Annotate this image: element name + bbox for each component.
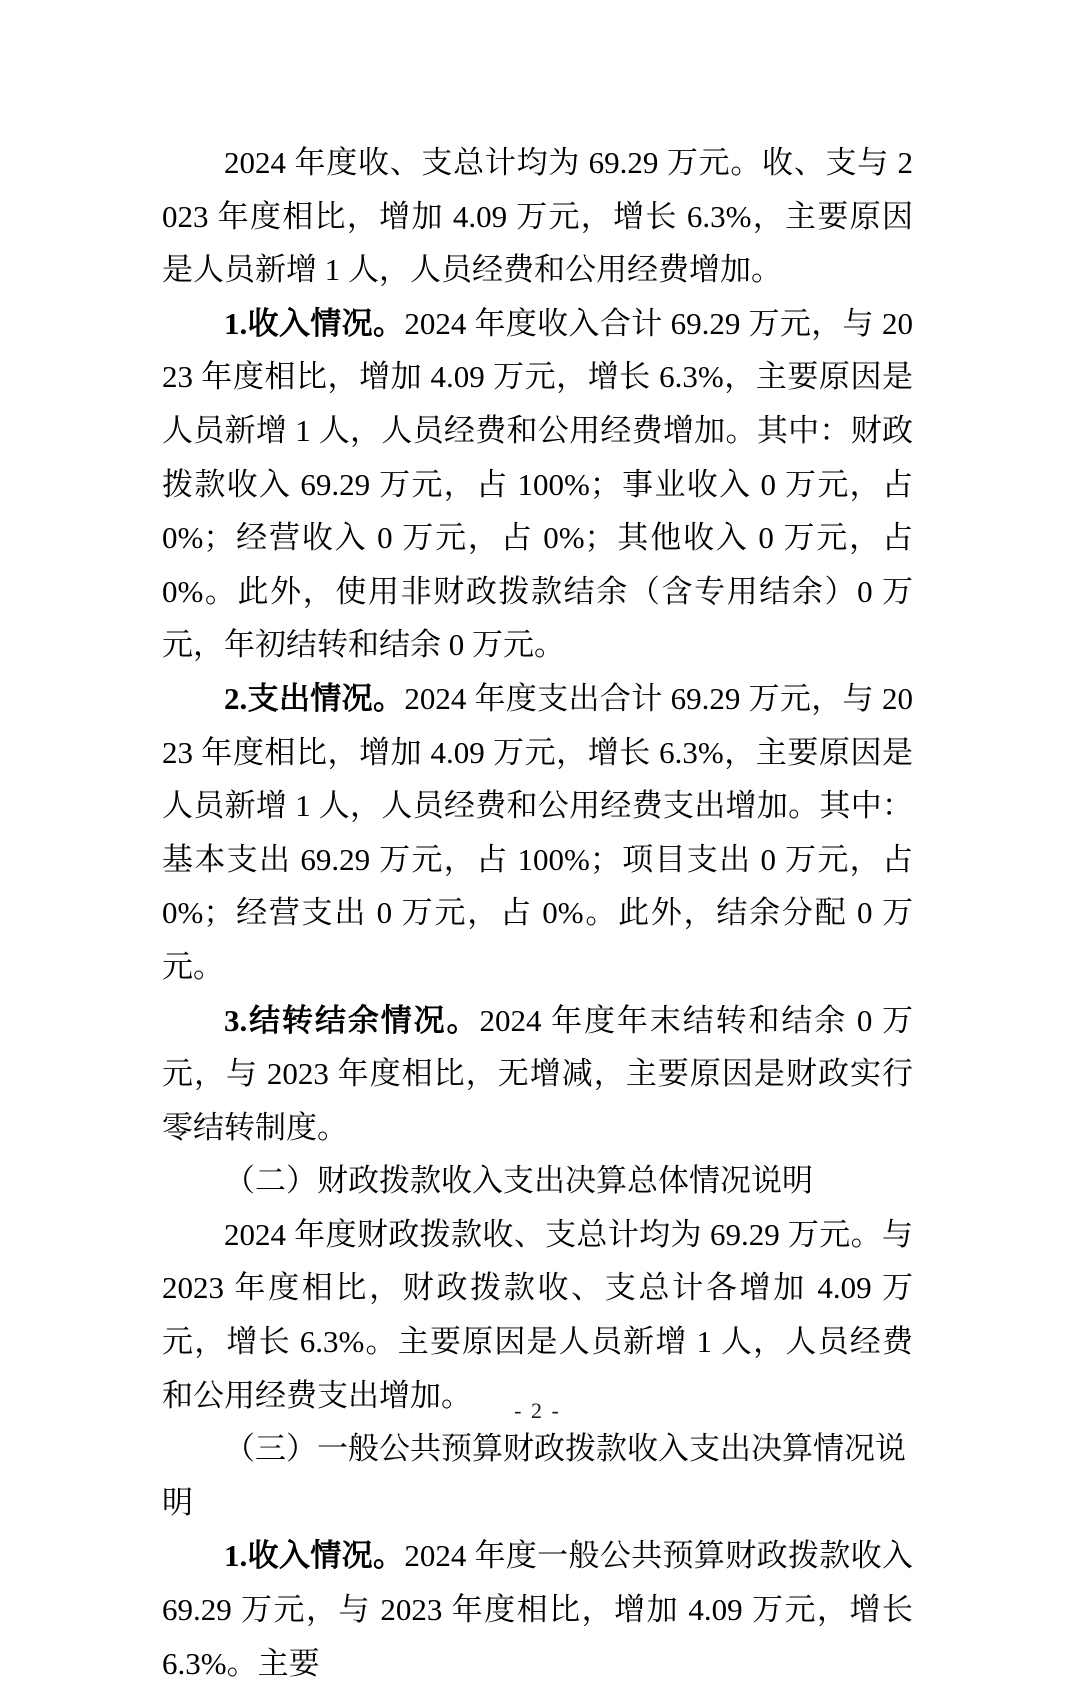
paragraph-lead: 3.结转结余情况。 — [224, 1002, 480, 1038]
paragraph: 1.收入情况。2024 年度一般公共预算财政拨款收入 69.29 万元，与 2023 年度相比，增加 4.09 万元，增长 6.3%。主要 — [162, 1538, 914, 1681]
paragraph-lead: 1.收入情况。 — [224, 1538, 405, 1574]
paragraph: 2.支出情况。2024 年度支出合计 69.29 万元，与 2023 年度相比，增加 4.09 万元，增长 6.3%，主要原因是人员新增 1 人，人员经费和公用经费支出增加。其中：基本支出 69.29 万元，占 100%；项目支出 0 万元，占 0%；经营支出 0 万元，占 0%。此外，结余分配 0 万元。 — [162, 680, 914, 984]
section-heading: （三）一般公共预算财政拨款收入支出决算情况说明 — [162, 1431, 906, 1520]
document-content — [162, 136, 913, 1690]
paragraph-lead: 2.支出情况。 — [224, 680, 405, 716]
paragraph: 3.结转结余情况。2024 年度年末结转和结余 0 万元，与 2023 年度相比，无增减，主要原因是财政实行零结转制度。 — [162, 1002, 914, 1145]
paragraph: 2024 年度收、支总计均为 69.29 万元。收、支与 2023 年度相比，增加 4.09 万元，增长 6.3%，主要原因是人员新增 1 人，人员经费和公用经费增加。 — [162, 145, 913, 288]
paragraph: 1.收入情况。2024 年度收入合计 69.29 万元，与 2023 年度相比，增加 4.09 万元，增长 6.3%，主要原因是人员新增 1 人，人员经费和公用经费增加。其中：财政拨款收入 69.29 万元，占 100%；事业收入 0 万元，占 0%；经营收入 0 万元，占 0%；其他收入 0 万元，占 0%。此外，使用非财政拨款结余（含专用结余）0 万元，年初结转和结余 0 万元。 — [162, 305, 914, 663]
paragraph: 2024 年度财政拨款收、支总计均为 69.29 万元。与 2023 年度相比，财政拨款收、支总计各增加 4.09 万元，增长 6.3%。主要原因是人员新增 1 人，人员经费和公用经费支出增加。 — [162, 1216, 913, 1413]
paragraph-lead: 1.收入情况。 — [224, 305, 405, 341]
page-number: - 2 - — [514, 1398, 561, 1423]
section-heading: （二）财政拨款收入支出决算总体情况说明 — [224, 1163, 813, 1199]
